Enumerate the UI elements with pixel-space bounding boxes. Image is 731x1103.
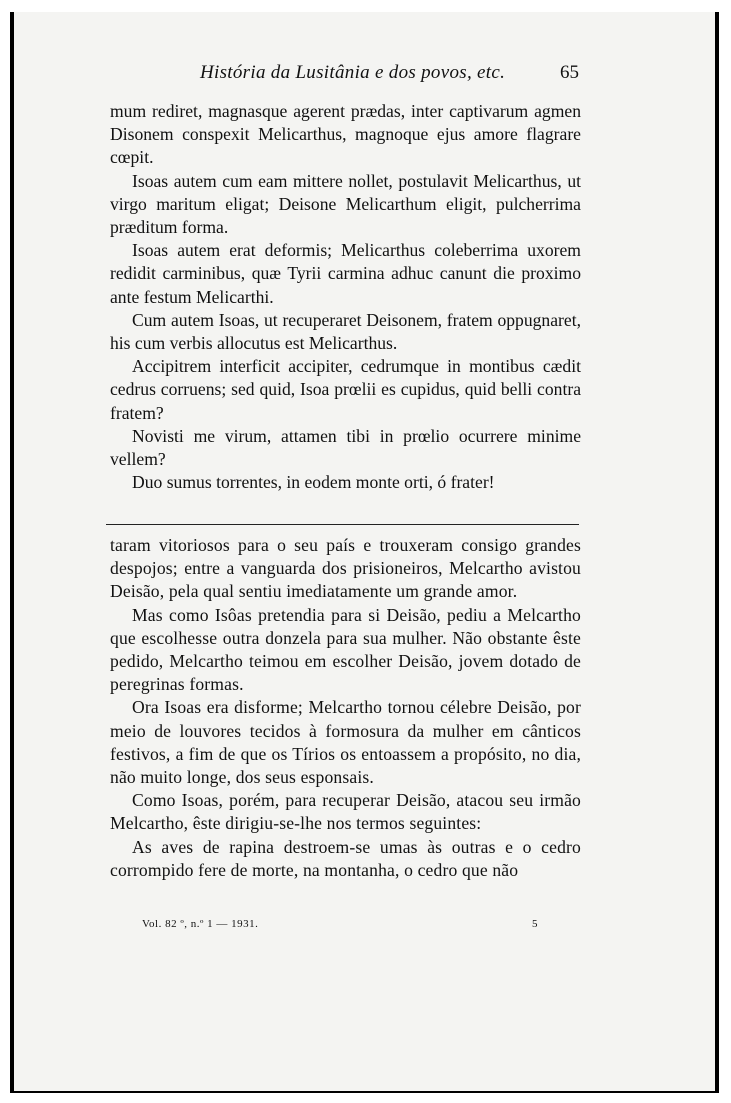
- book-page: [14, 12, 715, 1091]
- latin-paragraph: mum rediret, magnasque agerent prædas, inter captivarum agmen Disonem conspexit Melicarthus, magnoque ejus amore flagrare cœpit.: [110, 101, 581, 168]
- latin-paragraph: Isoas autem cum eam mittere nollet, postulavit Melicarthus, ut virgo maritum eligat; Deisone Melicarthum eligit, pulcherrima præditum forma.: [110, 170, 581, 238]
- portuguese-paragraph: taram vitoriosos para o seu país e trouxeram consigo grandes despojos; entre a vanguarda dos prisioneiros, Melcartho avistou Deisão, pela qual sentiu imediatamente um grande amor.: [110, 535, 581, 602]
- latin-paragraph: Duo sumus torrentes, in eodem monte orti, ó frater!: [132, 472, 495, 493]
- portuguese-paragraph: As aves de rapina destroem-se umas às outras e o cedro corrompido fere de morte, na montanha, o cedro que não: [110, 836, 581, 880]
- page-number: 65: [560, 62, 579, 83]
- latin-text-block: [110, 100, 581, 494]
- portuguese-text-block: [110, 534, 581, 882]
- signature-mark: 5: [532, 918, 538, 930]
- portuguese-paragraph: Como Isoas, porém, para recuperar Deisão, atacou seu irmão Melcartho, êste dirigiu-se-lhe nos termos seguintes:: [110, 790, 581, 834]
- section-divider: [106, 524, 579, 525]
- volume-signature: Vol. 82 º, n.º 1 — 1931.: [142, 918, 259, 930]
- running-title: História da Lusitânia e dos povos, etc.: [200, 62, 506, 83]
- running-head: [14, 62, 715, 92]
- portuguese-paragraph: Mas como Isôas pretendia para si Deisão, pediu a Melcartho que escolhesse outra donzela para sua mulher. Não obstante êste pedido, Melcartho teimou em escolher Deisão, jovem dotado de peregrinas formas.: [110, 604, 581, 695]
- latin-paragraph: Cum autem Isoas, ut recuperaret Deisonem, fratem oppugnaret, his cum verbis allocutus est Melicarthus.: [110, 309, 581, 354]
- latin-paragraph: Novisti me virum, attamen tibi in prœlio ocurrere minime vellem?: [110, 425, 581, 470]
- portuguese-paragraph: Ora Isoas era disforme; Melcartho tornou célebre Deisão, por meio de louvores tecidos à formosura da mulher em cânticos festivos, a fim de que os Tírios os entoassem a propósito, no dia, não muito longe, dos seus esponsais.: [110, 697, 581, 788]
- latin-paragraph: Isoas autem erat deformis; Melicarthus coleberrima uxorem redidit carminibus, quæ Tyrii carmina adhuc canunt die proximo ante festum Melicarthi.: [110, 240, 581, 307]
- page-footer: [14, 918, 715, 938]
- latin-paragraph: Accipitrem interficit accipiter, cedrumque in montibus cædit cedrus corruens; sed quid, Isoa prœlii es cupidus, quid belli contra fratem?: [110, 356, 581, 423]
